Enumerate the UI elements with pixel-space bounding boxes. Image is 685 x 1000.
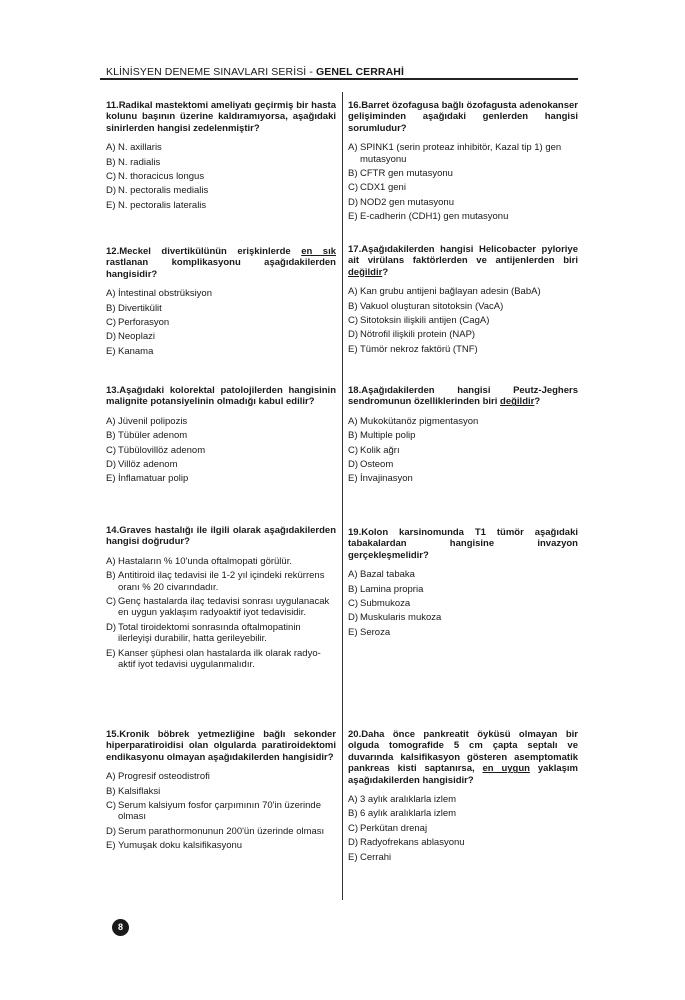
option[interactable]: D) Nötrofil ilişkili protein (NAP) [348,329,476,341]
question-stem: 11.Radikal mastektomi ameliyatı geçirmiş bir hasta kolunu başının üzerine kaldıramıyorsa, aşağıdaki sinirlerden hangisi zedelenmiştir? [106,100,336,134]
option[interactable]: D) Villöz adenom [106,459,178,471]
option-list [348,794,578,863]
option[interactable]: D) Muskularis mukoza [348,612,442,624]
option[interactable]: A) Kan grubu antijeni bağlayan adesin (BabA) [348,286,541,298]
option[interactable]: C) Genç hastalarda ilaç tedavisi sonrası uygulanacak en uygun yaklaşım radyoaktif iyot tedavisidir. [106,596,330,619]
header-subject: GENEL CERRAHİ [315,66,405,78]
option-list [106,556,336,671]
option[interactable]: A) İntestinal obstrüksiyon [106,288,212,300]
option-list [348,286,578,355]
header-series: KLİNİSYEN DENEME SINAVLARI SERİSİ - [106,66,316,78]
option[interactable]: D) Osteom [348,459,394,471]
option[interactable]: E) İnvajinasyon [348,473,413,485]
question-19 [348,527,578,641]
option[interactable]: E) Tümör nekroz faktörü (TNF) [348,343,478,355]
option[interactable]: D) Neoplazi [106,331,155,343]
option[interactable]: A) SPINK1 (serin proteaz inhibitör, Kazal tip 1) gen mutasyonu [348,142,562,165]
question-11 [106,100,336,214]
option-list [348,142,578,222]
option-list [106,416,336,485]
question-stem: 16.Barret özofagusa bağlı özofagusta adenokanser gelişiminden aşağıdaki genlerden hangisi sorumludur? [348,100,578,134]
option[interactable]: C) Perforasyon [106,317,170,329]
option[interactable]: B) Divertikülit [106,302,162,314]
option[interactable]: C) CDX1 geni [348,182,406,194]
question-14 [106,525,336,673]
question-stem: 15.Kronik böbrek yetmezliğine bağlı sekonder hiperparatiroidisi olan olgularda paratiroidektomi endikasyonu olmayan aşağıdakilerden hangisidir? [106,729,336,763]
option[interactable]: C) Tübülovillöz adenom [106,444,206,456]
option[interactable]: E) Kanser şüphesi olan hastalarda ilk olarak radyo-aktif iyot tedavisi uygulanmalıdır. [106,647,321,671]
question-17 [348,244,578,358]
option[interactable]: D) Radyofrekans ablasyonu [348,837,465,849]
option[interactable]: A) Hastaların % 10'unda oftalmopati görülür. [106,555,292,567]
question-stem: 18.Aşağıdakilerden hangisi Peutz-Jeghers sendromunun özelliklerinden biri değildir? [348,385,578,408]
option[interactable]: B) Lamina propria [348,583,424,595]
option[interactable]: A) Progresif osteodistrofi [106,771,210,783]
option[interactable]: E) N. pectoralis lateralis [106,199,207,211]
option[interactable]: B) Antitiroid ilaç tedavisi ile 1-2 yıl içindeki rekürrens oranı % 20 civarındadır. [106,570,325,593]
page-number-badge: 8 [112,919,129,936]
option[interactable]: D) N. pectoralis medialis [106,185,209,197]
question-20 [348,729,578,866]
option[interactable]: A) Bazal tabaka [348,569,415,581]
option-list [106,288,336,357]
option[interactable]: D) NOD2 gen mutasyonu [348,196,454,208]
option[interactable]: A) N. axillaris [106,142,162,154]
option[interactable]: C) Serum kalsiyum fosfor çarpımının 70'in üzerinde olması [106,800,321,823]
option[interactable]: C) Sitotoksin ilişkili antijen (CagA) [348,315,490,327]
option-list [106,771,336,851]
question-15 [106,729,336,855]
option[interactable]: D) Total tiroidektomi sonrasında oftalmopatinin ilerleyişi durabilir, hatta gerileyebilir. [106,621,301,645]
option[interactable]: D) Serum parathormonunun 200'ün üzerinde olması [106,825,325,837]
question-12 [106,246,336,360]
option[interactable]: E) Cerrahi [348,851,392,863]
question-18 [348,385,578,488]
option[interactable]: B) Multiple polip [348,430,416,442]
option-list [348,569,578,638]
option[interactable]: E) Kanama [106,345,154,357]
option[interactable]: B) Kalsiflaksi [106,785,161,797]
question-stem: 19.Kolon karsinomunda T1 tümör aşağıdaki tabakalardan hangisine invazyon gerçekleşmelidir? [348,527,578,561]
question-stem: 14.Graves hastalığı ile ilgili olarak aşağıdakilerden hangisi doğrudur? [106,525,336,548]
option[interactable]: C) Kolik ağrı [348,444,400,456]
column-divider [342,92,343,900]
option[interactable]: A) Jüvenil polipozis [106,415,188,427]
option[interactable]: E) Seroza [348,626,391,638]
question-stem: 20.Daha önce pankreatit öyküsü olmayan bir olguda tomografide 5 cm çapta septalı ve duvarında kalsifikasyon gösteren asemptomatik pankreas kisti saptanırsa, en uygun yaklaşım aşağıdakilerden hangisidir? [348,729,578,786]
option-list [348,416,578,485]
option[interactable]: B) Vakuol oluşturan sitotoksin (VacA) [348,300,504,312]
option[interactable]: C) Perkütan drenaj [348,822,428,834]
question-16 [348,100,578,226]
option[interactable]: E) Yumuşak doku kalsifikasyonu [106,840,243,852]
option[interactable]: A) Mukokütanöz pigmentasyon [348,415,479,427]
option[interactable]: B) N. radialis [106,156,161,168]
option[interactable]: E) E-cadherin (CDH1) gen mutasyonu [348,211,509,223]
option[interactable]: C) Submukoza [348,598,411,610]
question-stem: 17.Aşağıdakilerden hangisi Helicobacter pyloriye ait virülans faktörlerden ve antijenlerden biri değildir? [348,244,578,278]
question-stem: 12.Meckel divertikülünün erişkinlerde en sık rastlanan komplikasyonu aşağıdakilerden hangisidir? [106,246,336,280]
page-header [106,66,404,78]
option[interactable]: E) İnflamatuar polip [106,473,189,485]
option[interactable]: B) 6 aylık aralıklarla izlem [348,808,457,820]
question-13 [106,385,336,488]
option-list [106,142,336,211]
header-rule [100,78,578,80]
option[interactable]: C) N. thoracicus longus [106,171,205,183]
option[interactable]: B) Tübüler adenom [106,430,188,442]
question-stem: 13.Aşağıdaki kolorektal patolojilerden hangisinin malignite potansiyelinin olmadığı kabul edilir? [106,385,336,408]
option[interactable]: B) CFTR gen mutasyonu [348,168,453,180]
option[interactable]: A) 3 aylık aralıklarla izlem [348,794,457,806]
